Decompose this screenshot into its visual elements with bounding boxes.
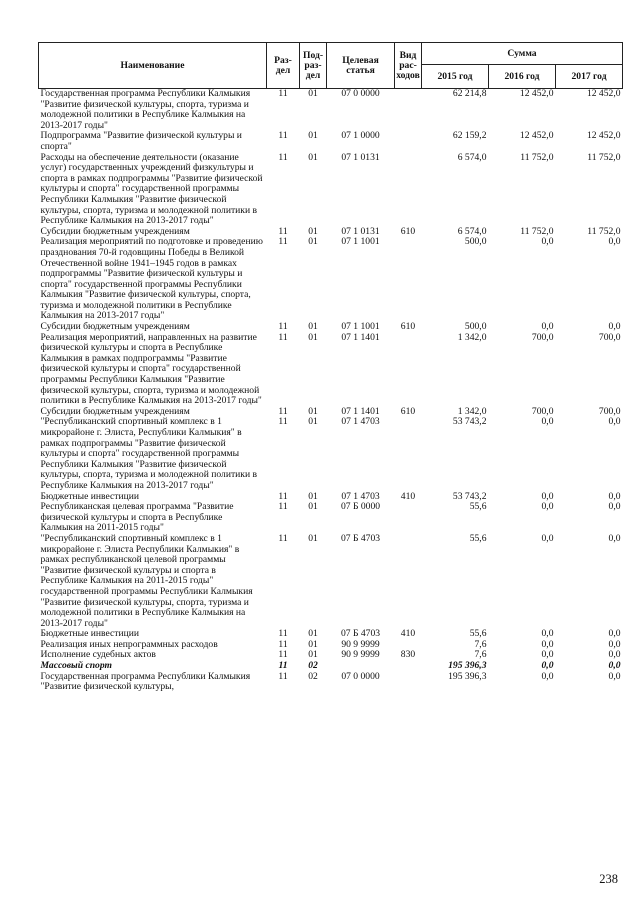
row-2016-cell: 0,0 [541, 670, 554, 682]
row-razdel-cell: 11 [278, 88, 288, 99]
table-row [39, 417, 623, 491]
page-number: 238 [599, 872, 618, 886]
row-2017-cell: 12 452,0 [586, 130, 621, 142]
row-2015-cell: 62 159,2 [452, 130, 487, 142]
header-target-article: Целевая статья [327, 43, 395, 89]
row-expense-type-cell: 410 [400, 628, 416, 640]
row-name-cell: Государственная программа Республики Калмыкия "Развитие физической культуры, [40, 670, 251, 693]
row-podrazdel-cell: 01 [308, 225, 318, 237]
row-expense-type-cell [395, 502, 422, 534]
row-expense-type-cell [395, 661, 422, 672]
row-target-cell: 07 1 1001 [341, 321, 380, 333]
budget-table [38, 42, 623, 693]
header-razdel: Раз- дел [267, 43, 300, 89]
row-2017-cell: 0,0 [608, 321, 621, 333]
row-2015-cell: 1 342,0 [457, 331, 487, 343]
row-name-cell: Бюджетные инвестиции [40, 628, 139, 640]
row-expense-type-cell: 610 [400, 321, 416, 333]
row-target-cell: 07 1 4703 [341, 490, 380, 502]
row-name-cell: Реализация мероприятий по подготовке и проведению празднования 70-й годовщины Победы в Великой Отечественной войне 1941–1945 годов в рамках подпрограммы "Развитие физической культуры и спорта" государственной программы Республики Калмыкия "Развитие физической культуры, спорта, туризма и молодежной политики в Республике Калмыкия на 2013-2017 годы" [40, 236, 263, 322]
header-sum: Сумма [422, 43, 623, 65]
budget-table-body [39, 89, 623, 693]
row-podrazdel-cell: 01 [308, 628, 318, 640]
row-2017-cell: 700,0 [598, 331, 621, 343]
row-2015-cell: 195 396,3 [448, 660, 487, 672]
table-row [39, 672, 623, 693]
row-target-cell: 07 1 1401 [341, 405, 380, 417]
row-2016-cell: 0,0 [541, 638, 554, 650]
row-name-cell: Реализация иных непрограммных расходов [40, 638, 218, 650]
row-2016-cell: 0,0 [541, 321, 554, 333]
row-podrazdel-cell: 01 [308, 501, 318, 513]
row-expense-type-cell: 830 [400, 649, 416, 661]
row-podrazdel-cell: 01 [308, 405, 318, 417]
row-podrazdel-cell: 01 [308, 490, 318, 502]
row-2015-cell: 6 574,0 [457, 151, 487, 163]
row-expense-type-cell: 610 [400, 225, 416, 237]
row-target-cell: 07 Б 4703 [340, 532, 381, 544]
row-name-cell: Субсидии бюджетным учреждениям [40, 225, 190, 237]
row-2016-cell: 0,0 [541, 236, 554, 248]
row-2016-cell: 11 752,0 [520, 225, 554, 237]
row-name-cell: Расходы на обеспечение деятельности (оказание услуг) государственных учреждений физкультуры и спорта в рамках подпрограммы "Развитие физической культуры и спорта" государственной программы Республики Калмыкия "Развитие физической культуры, спорта, туризма и молодежной политики в Республике Калмыкия на 2013-2017 годы" [40, 151, 263, 227]
row-2016-cell: 700,0 [531, 405, 554, 417]
row-2017-cell: 0,0 [608, 670, 621, 682]
header-podrazdel: Под- раз- дел [300, 43, 327, 89]
row-2015-cell: 55,6 [469, 628, 487, 640]
header-name: Наименование [39, 43, 267, 89]
row-expense-type-cell: 610 [400, 405, 416, 417]
row-podrazdel-cell: 01 [308, 151, 318, 163]
budget-table-sheet [38, 42, 622, 693]
row-podrazdel-cell: 01 [308, 331, 318, 343]
row-name-cell: Бюджетные инвестиции [40, 490, 139, 502]
row-2015-cell: 1 342,0 [457, 405, 487, 417]
row-razdel-cell: 11 [278, 670, 288, 682]
row-name-cell: Субсидии бюджетным учреждениям [40, 405, 190, 417]
row-2015-cell: 62 214,8 [452, 88, 487, 99]
row-2016-cell: 0,0 [541, 628, 554, 640]
row-2016-cell: 0,0 [541, 660, 554, 672]
row-2015-cell: 53 743,2 [452, 416, 487, 428]
row-name-cell: Государственная программа Республики Калмыкия "Развитие физической культуры, спорта, туризма и молодежной политики в Республике Калмыкия на 2013-2017 годы" [40, 88, 251, 131]
row-2017-cell: 0,0 [608, 416, 621, 428]
row-name-cell: Исполнение судебных актов [40, 649, 156, 661]
row-razdel-cell: 11 [278, 225, 288, 237]
row-target-cell: 90 9 9999 [341, 638, 380, 650]
table-row [39, 534, 623, 629]
row-razdel-cell: 11 [278, 416, 288, 428]
row-razdel-cell: 11 [278, 151, 288, 163]
row-expense-type-cell: 410 [400, 490, 416, 502]
row-expense-type-cell [395, 534, 422, 629]
row-target-cell: 07 1 0131 [341, 151, 380, 163]
row-podrazdel-cell: 02 [308, 660, 318, 672]
row-target-cell: 07 0 0000 [341, 88, 380, 99]
row-target-cell: 07 1 4703 [341, 416, 380, 428]
row-target-cell: 07 0 0000 [341, 670, 380, 682]
row-name-cell: Субсидии бюджетным учреждениям [40, 321, 190, 333]
row-2017-cell: 700,0 [598, 405, 621, 417]
row-2016-cell: 12 452,0 [519, 88, 554, 99]
row-podrazdel-cell: 01 [308, 321, 318, 333]
header-year-2017: 2017 год [556, 65, 623, 89]
row-target-cell: 07 1 1001 [341, 236, 380, 248]
row-2016-cell: 11 752,0 [520, 151, 554, 163]
row-podrazdel-cell: 01 [308, 130, 318, 142]
row-expense-type-cell [395, 333, 422, 407]
table-row [39, 89, 623, 132]
row-2015-cell: 7,6 [474, 649, 487, 661]
header-expense-type: Вид рас- ходов [395, 43, 422, 89]
row-2017-cell: 11 752,0 [587, 225, 621, 237]
row-2017-cell: 11 752,0 [587, 151, 621, 163]
row-2017-cell: 0,0 [608, 638, 621, 650]
row-2016-cell: 0,0 [541, 649, 554, 661]
row-podrazdel-cell: 01 [308, 88, 318, 99]
header-year-2015: 2015 год [422, 65, 489, 89]
row-2016-cell: 0,0 [541, 532, 554, 544]
row-2016-cell: 0,0 [541, 501, 554, 513]
row-2017-cell: 0,0 [608, 628, 621, 640]
row-target-cell: 07 Б 0000 [340, 501, 381, 513]
row-2017-cell: 0,0 [608, 236, 621, 248]
row-2015-cell: 55,6 [469, 501, 487, 513]
row-expense-type-cell [395, 153, 422, 227]
row-2015-cell: 500,0 [464, 236, 487, 248]
row-2016-cell: 0,0 [541, 490, 554, 502]
row-expense-type-cell [395, 131, 422, 152]
row-name-cell: Массовый спорт [40, 660, 112, 672]
row-name-cell: "Республиканский спортивный комплекс в 1 микрорайоне г. Элиста, Республики Калмыкия" в рамках подпрограммы "Развитие физической культуры и спорта" государственной программы Республики Калмыкия "Развитие физической культуры, спорта, туризма и молодежной политики в Республике Калмыкия на 2013-2017 годы" [40, 416, 258, 491]
row-target-cell: 07 1 1401 [341, 331, 380, 343]
row-name-cell: Подпрограмма "Развитие физической культуры и спорта" [40, 130, 242, 152]
row-podrazdel-cell: 01 [308, 416, 318, 428]
table-row [39, 333, 623, 407]
row-2015-cell: 6 574,0 [457, 225, 487, 237]
row-target-cell: 07 1 0131 [341, 225, 380, 237]
table-row [39, 131, 623, 152]
row-2017-cell: 0,0 [608, 532, 621, 544]
row-2015-cell: 195 396,3 [448, 670, 487, 682]
row-2016-cell: 700,0 [531, 331, 554, 343]
row-razdel-cell: 11 [278, 405, 288, 417]
row-2017-cell: 0,0 [608, 490, 621, 502]
table-row [39, 502, 623, 534]
row-razdel-cell: 11 [278, 130, 288, 142]
row-expense-type-cell [395, 417, 422, 491]
row-razdel-cell: 11 [278, 649, 288, 661]
row-target-cell: 90 9 9999 [341, 649, 380, 661]
row-2015-cell: 500,0 [464, 321, 487, 333]
row-expense-type-cell [395, 237, 422, 322]
row-podrazdel-cell: 01 [308, 532, 318, 544]
row-name-cell: Реализация мероприятий, направленных на развитие физической культуры и спорта в Республике Калмыкия в рамках подпрограммы "Развитие физической культуры и спорта" государственной программы Республики Калмыкия "Развитие физической культуры, спорта, туризма и молодежной политики в Республике Калмыкия на 2013-2017 годы" [40, 331, 262, 407]
row-target-cell: 07 1 0000 [341, 130, 380, 142]
row-podrazdel-cell: 01 [308, 638, 318, 650]
row-2015-cell: 7,6 [474, 638, 487, 650]
row-name-cell: Республиканская целевая программа "Развитие физической культуры и спорта в Республике Калмыкия на 2011-2015 годы" [40, 501, 234, 534]
row-2015-cell: 55,6 [469, 532, 487, 544]
row-2017-cell: 12 452,0 [586, 88, 621, 99]
row-razdel-cell: 11 [278, 628, 288, 640]
row-razdel-cell: 11 [278, 331, 288, 343]
row-podrazdel-cell: 01 [308, 236, 318, 248]
row-podrazdel-cell: 02 [308, 670, 318, 682]
row-2016-cell: 0,0 [541, 416, 554, 428]
row-name-cell: "Республиканский спортивный комплекс в 1 микрорайоне г. Элиста Республики Калмыкия" в рамках республиканской целевой программы "Развитие физической культуры и спорта в Республике Калмыкия на 2011-2015 годы" государственной программы Республики Калмыкия "Развитие физической культуры, спорта, туризма и молодежной политики в Республике Калмыкия на 2013-2017 годы" [40, 532, 253, 629]
row-podrazdel-cell: 01 [308, 649, 318, 661]
row-razdel-cell: 11 [278, 490, 288, 502]
row-razdel-cell: 11 [278, 501, 288, 513]
row-target-cell: 07 Б 4703 [340, 628, 381, 640]
row-2017-cell: 0,0 [608, 501, 621, 513]
row-2017-cell: 0,0 [608, 660, 621, 672]
row-2016-cell: 12 452,0 [519, 130, 554, 142]
row-expense-type-cell [395, 89, 422, 132]
row-razdel-cell: 11 [278, 532, 288, 544]
table-row [39, 237, 623, 322]
row-razdel-cell: 11 [278, 660, 288, 672]
table-row [39, 650, 623, 661]
header-year-2016: 2016 год [489, 65, 556, 89]
row-razdel-cell: 11 [278, 236, 288, 248]
row-2017-cell: 0,0 [608, 649, 621, 661]
row-razdel-cell: 11 [278, 321, 288, 333]
row-razdel-cell: 11 [278, 638, 288, 650]
row-2015-cell: 53 743,2 [452, 490, 487, 502]
table-row [39, 153, 623, 227]
row-expense-type-cell [395, 672, 422, 693]
